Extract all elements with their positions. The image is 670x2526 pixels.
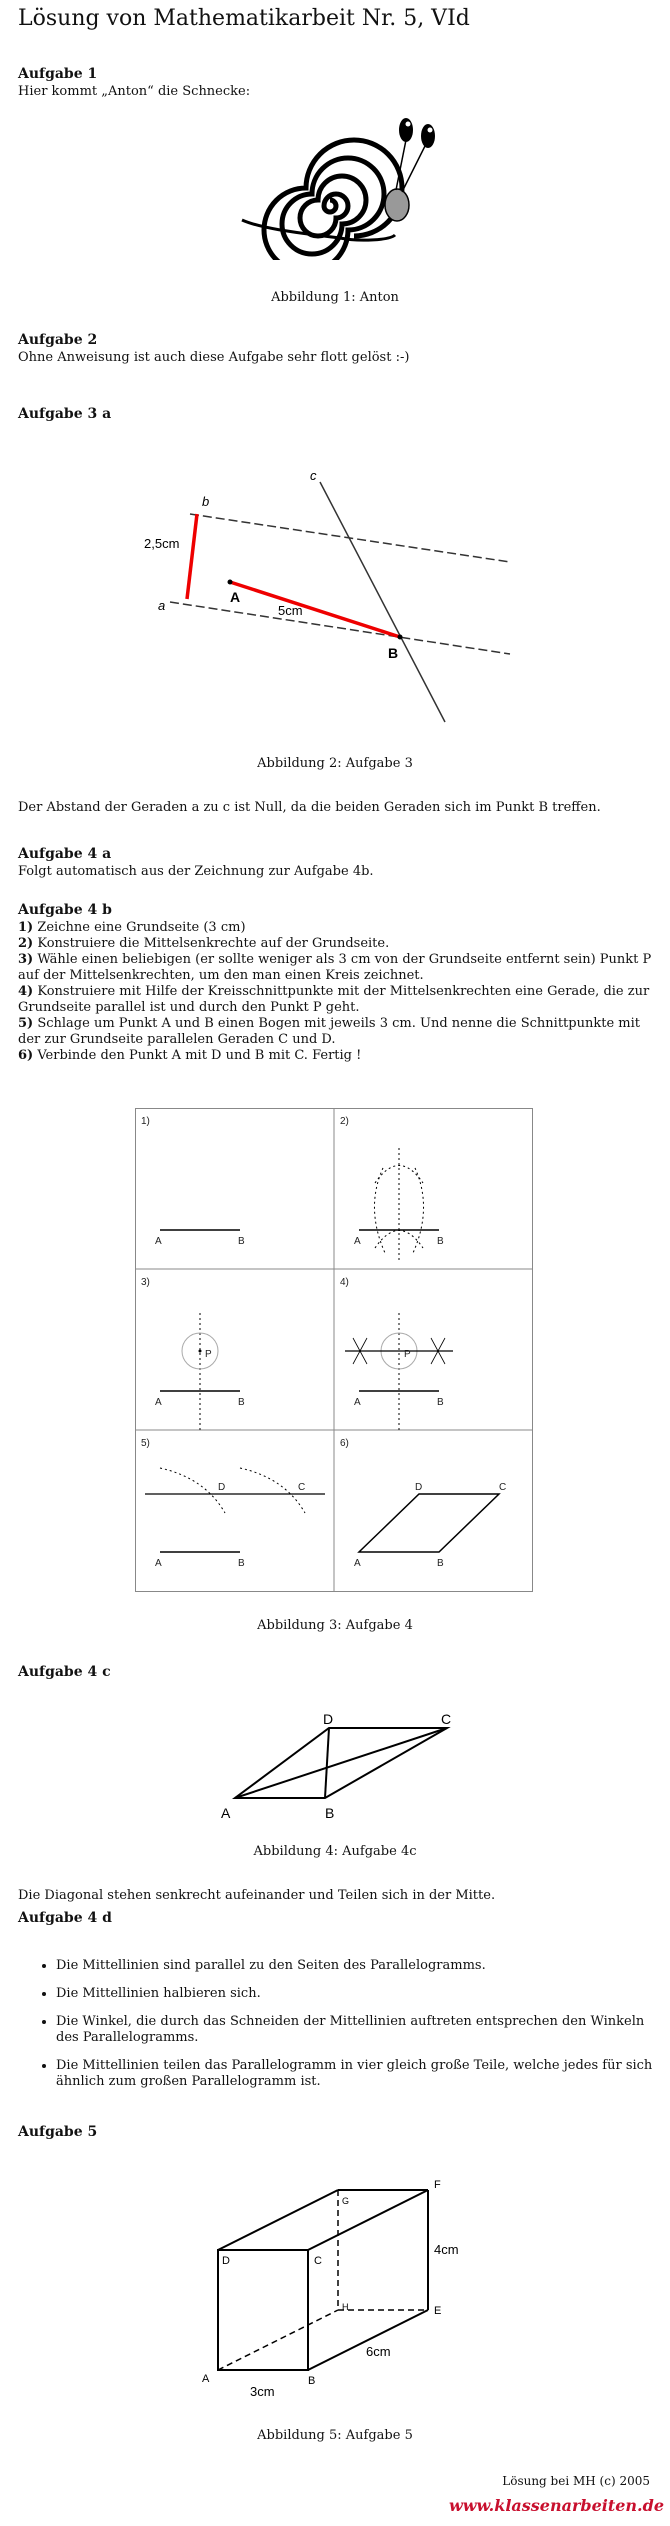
panel-5-label: 5)	[141, 1438, 150, 1449]
step-1: 1) Zeichne eine Grundseite (3 cm)	[18, 920, 246, 935]
line-c	[320, 482, 445, 722]
svg-text:D: D	[218, 1482, 226, 1493]
segment-A-B	[230, 582, 400, 637]
svg-text:B: B	[437, 1558, 444, 1569]
label-5cm: 5cm	[278, 603, 303, 618]
svg-text:A: A	[354, 1236, 361, 1247]
aufgabe-3-text: Der Abstand der Geraden a zu c ist Null, da die beiden Geraden sich im Punkt B treffen.	[18, 800, 601, 815]
bullet-item: • Die Mittellinien teilen das Parallelogramm in vier gleich große Teile, welche jedes für sich ähnlich zum großen Parallelogramm ist.	[56, 2058, 654, 2090]
footer-credit: Lösung bei MH (c) 2005	[502, 2474, 650, 2488]
caption-figure-3: Abbildung 3: Aufgabe 4	[257, 1618, 413, 1633]
aufgabe-4b-steps	[18, 920, 654, 1064]
svg-text:A: A	[354, 1397, 361, 1408]
svg-text:D: D	[415, 1482, 423, 1493]
svg-text:D: D	[222, 2255, 230, 2267]
svg-text:B: B	[238, 1558, 245, 1569]
svg-text:C: C	[441, 1711, 452, 1727]
svg-text:A: A	[202, 2373, 210, 2385]
heading-aufgabe-4d: Aufgabe 4 d	[18, 1910, 112, 1926]
snail-head	[385, 189, 409, 221]
panel-4-label: 4)	[340, 1277, 349, 1288]
bullet-item: • Die Winkel, die durch das Schneiden der Mittellinien auftreten entsprechen den Winkeln des Parallelogramms.	[56, 2014, 654, 2046]
step-4: 4) Konstruiere mit Hilfe der Kreisschnittpunkte mit der Mittelsenkrechten eine Gerade, die zur Grundseite parallel ist und durch den Punkt P geht.	[18, 984, 650, 1015]
svg-text:A: A	[155, 1397, 162, 1408]
construction-grid	[135, 1108, 533, 1592]
aufgabe-1-text: Hier kommt „Anton“ die Schnecke:	[18, 84, 251, 99]
panel-3-label: 3)	[141, 1277, 150, 1288]
heading-aufgabe-3a: Aufgabe 3 a	[18, 406, 112, 422]
svg-text:G: G	[342, 2196, 350, 2206]
figure-aufgabe-3	[140, 462, 530, 732]
bullet-item: • Die Mittellinien sind parallel zu den Seiten des Parallelogramms.	[56, 1958, 654, 1974]
label-a: a	[158, 598, 166, 613]
heading-aufgabe-4b: Aufgabe 4 b	[18, 902, 112, 918]
svg-text:A: A	[155, 1558, 162, 1569]
caption-figure-2: Abbildung 2: Aufgabe 3	[257, 756, 413, 771]
svg-text:B: B	[238, 1397, 245, 1408]
svg-text:B: B	[308, 2375, 316, 2387]
svg-text:P: P	[404, 1349, 411, 1360]
step-6: 6) Verbinde den Punkt A mit D und B mit C. Fertig !	[18, 1048, 362, 1063]
cuboid-figure	[190, 2160, 500, 2400]
svg-text:A: A	[155, 1236, 162, 1247]
panel-2-label: 2)	[340, 1116, 349, 1127]
svg-text:D: D	[323, 1711, 334, 1727]
snail-eye-right	[421, 124, 435, 148]
page-title: Lösung von Mathematikarbeit Nr. 5, VId	[18, 6, 470, 31]
panel-6-label: 6)	[340, 1438, 349, 1449]
svg-text:C: C	[499, 1482, 507, 1493]
svg-text:E: E	[434, 2305, 442, 2317]
svg-text:A: A	[354, 1558, 361, 1569]
distance-a-b	[187, 514, 197, 599]
caption-figure-5: Abbildung 5: Aufgabe 5	[257, 2428, 413, 2443]
aufgabe-4a-text: Folgt automatisch aus der Zeichnung zur Aufgabe 4b.	[18, 864, 374, 879]
svg-text:B: B	[437, 1236, 444, 1247]
snail-eye-left	[399, 118, 413, 142]
heading-aufgabe-5: Aufgabe 5	[18, 2124, 98, 2140]
panel-1-label: 1)	[141, 1116, 150, 1127]
aufgabe-2-text: Ohne Anweisung ist auch diese Aufgabe sehr flott gelöst :-)	[18, 350, 410, 365]
heading-aufgabe-2: Aufgabe 2	[18, 332, 98, 348]
heading-aufgabe-4c: Aufgabe 4 c	[18, 1664, 111, 1680]
snail-figure	[230, 110, 440, 260]
snail-shell	[264, 140, 402, 260]
brand-watermark[interactable]: www.klassenarbeiten.de	[448, 2496, 664, 2515]
dim-depth: 6cm	[366, 2344, 391, 2359]
label-point-B: B	[388, 645, 399, 661]
line-a	[170, 602, 510, 654]
caption-figure-4: Abbildung 4: Aufgabe 4c	[253, 1844, 417, 1859]
dim-width: 3cm	[250, 2384, 275, 2399]
heading-aufgabe-4a: Aufgabe 4 a	[18, 846, 112, 862]
svg-text:P: P	[205, 1349, 212, 1360]
parallelogram-figure	[215, 1710, 465, 1825]
caption-figure-1: Abbildung 1: Anton	[271, 290, 399, 305]
svg-text:C: C	[298, 1482, 306, 1493]
svg-text:A: A	[221, 1805, 231, 1821]
svg-text:B: B	[437, 1397, 444, 1408]
svg-text:F: F	[434, 2179, 441, 2191]
heading-aufgabe-1: Aufgabe 1	[18, 66, 98, 82]
aufgabe-4d-list	[18, 1958, 654, 2102]
step-5: 5) Schlage um Punkt A und B einen Bogen mit jeweils 3 cm. Und nenne die Schnittpunkte mit der zur Grundseite parallelen Geraden C und D.	[18, 1016, 640, 1047]
svg-text:B: B	[238, 1236, 245, 1247]
svg-text:C: C	[314, 2255, 322, 2267]
label-c: c	[310, 468, 317, 483]
svg-text:B: B	[325, 1805, 335, 1821]
dim-height: 4cm	[434, 2242, 459, 2257]
label-point-A: A	[230, 589, 241, 605]
svg-text:H: H	[342, 2302, 349, 2312]
label-b: b	[202, 494, 210, 509]
step-3: 3) Wähle einen beliebigen (er sollte weniger als 3 cm von der Grundseite entfernt sein) Punkt P auf der Mittelsenkrechten, um den man einen Kreis zeichnet.	[18, 952, 652, 983]
label-2-5cm: 2,5cm	[144, 536, 180, 551]
bullet-item: • Die Mittellinien halbieren sich.	[56, 1986, 654, 2002]
aufgabe-4c-text: Die Diagonal stehen senkrecht aufeinander und Teilen sich in der Mitte.	[18, 1888, 496, 1903]
step-2: 2) Konstruiere die Mittelsenkrechte auf der Grundseite.	[18, 936, 390, 951]
